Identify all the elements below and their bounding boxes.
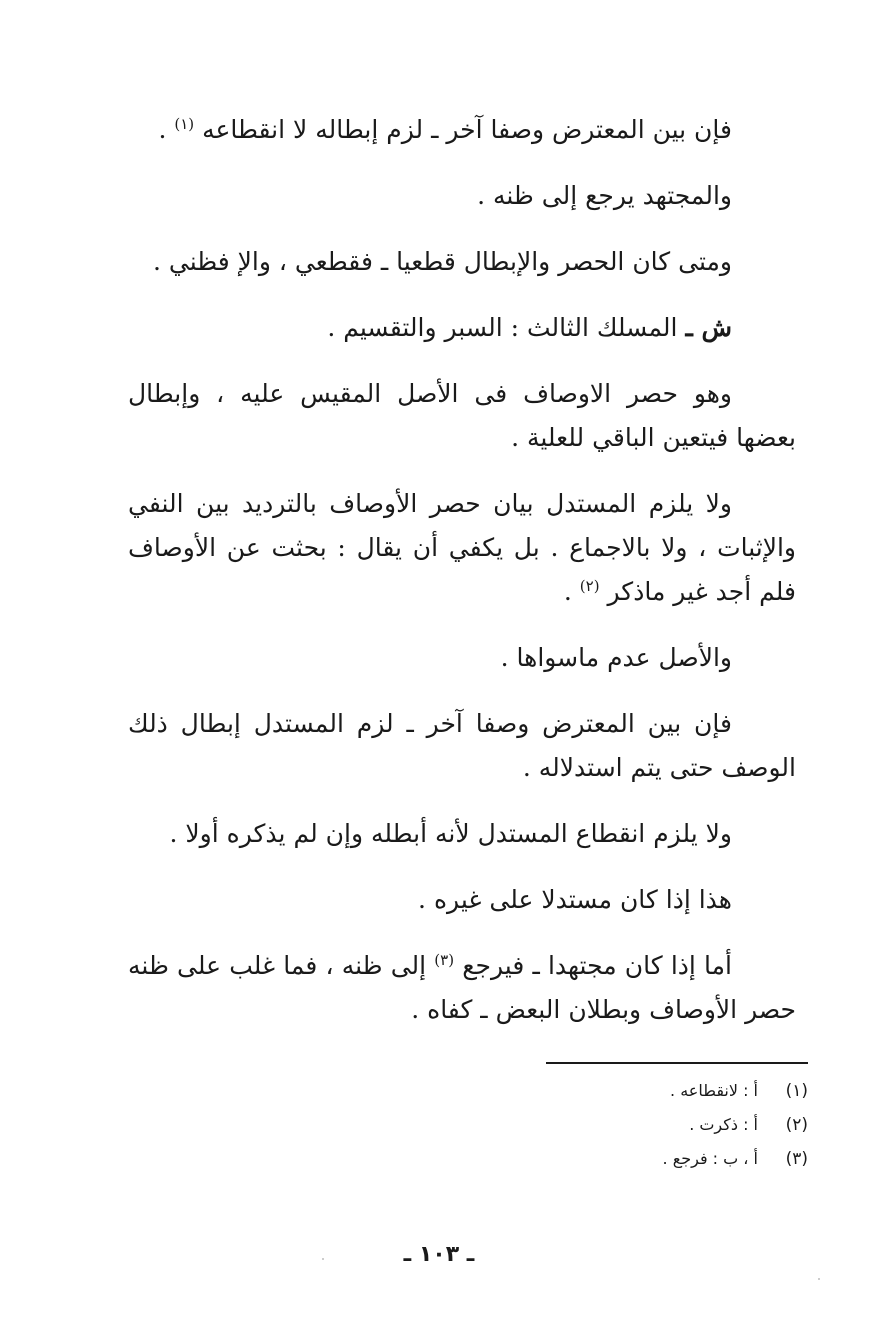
paragraph-2: [128, 174, 796, 218]
paragraph-8: [128, 702, 796, 790]
paragraph-5: [128, 372, 796, 460]
paragraph-text: ومتى كان الحصر والإبطال قطعيا ـ فقطعي ، والإ فظني .: [152, 247, 732, 276]
scan-speck: [322, 1258, 324, 1260]
paragraph-10: [128, 878, 796, 922]
paragraph-text: والمجتهد يرجع إلى ظنه .: [477, 181, 732, 210]
footnote-number: (١): [785, 1081, 808, 1101]
paragraph-7: [128, 636, 796, 680]
footnote-number: (٢): [785, 1115, 808, 1135]
paragraph-11: [128, 944, 796, 1032]
footnote-text: أ : ذكرت .: [689, 1115, 758, 1134]
footnotes: [540, 1074, 808, 1176]
paragraph-text: فإن بين المعترض وصفا آخر ـ لزم إبطاله لا انقطاعه: [202, 115, 732, 144]
paragraph-4: [128, 306, 796, 350]
paragraph-text: هذا إذا كان مستدلا على غيره .: [418, 885, 732, 914]
footnote-marker-2: (٢): [579, 577, 600, 595]
main-text: [128, 108, 796, 1054]
footnote-separator: [546, 1062, 808, 1064]
footnote-text: أ : لانقطاعه .: [670, 1081, 758, 1100]
page-number: ـ ١٠٣ ـ: [403, 1242, 475, 1267]
paragraph-tail: .: [563, 577, 580, 606]
footnote-2: [540, 1108, 808, 1142]
footnote-number: (٣): [785, 1149, 808, 1169]
paragraph-3: [128, 240, 796, 284]
paragraph-text: أما إذا كان مجتهدا ـ فيرجع: [462, 951, 732, 980]
paragraph-tail: .: [158, 115, 175, 144]
paragraph-text: والأصل عدم ماسواها .: [500, 643, 732, 672]
footnote-1: [540, 1074, 808, 1108]
paragraph-text: المسلك الثالث : السبر والتقسيم .: [327, 313, 686, 342]
paragraph-1: [128, 108, 796, 152]
scan-speck: [818, 1278, 820, 1280]
footnote-marker-1: (١): [174, 115, 195, 133]
paragraph-6: [128, 482, 796, 614]
paragraph-text: ولا يلزم المستدل بيان حصر الأوصاف بالترديد بين النفي والإثبات ، ولا بالاجماع . بل يكفي أن يقال : بحثت عن الأوصاف فلم أجد غير ماذكر: [128, 489, 796, 606]
paragraph-text: ولا يلزم انقطاع المستدل لأنه أبطله وإن لم يذكره أولا .: [169, 819, 732, 848]
commentary-marker: ش ـ: [685, 313, 732, 342]
footnote-marker-3: (٣): [434, 951, 455, 969]
paragraph-text: فإن بين المعترض وصفا آخر ـ لزم المستدل إبطال ذلك الوصف حتى يتم استدلاله .: [128, 709, 796, 782]
paragraph-tail: إلى ظنه ، فما غلب على ظنه حصر الأوصاف وبطلان البعض ـ كفاه .: [128, 951, 796, 1024]
footnote-3: [540, 1142, 808, 1176]
paragraph-9: [128, 812, 796, 856]
footnote-text: أ ، ب : فرجع .: [662, 1149, 758, 1168]
paragraph-text: وهو حصر الاوصاف فى الأصل المقيس عليه ، وإبطال بعضها فيتعين الباقي للعلية .: [128, 379, 796, 452]
